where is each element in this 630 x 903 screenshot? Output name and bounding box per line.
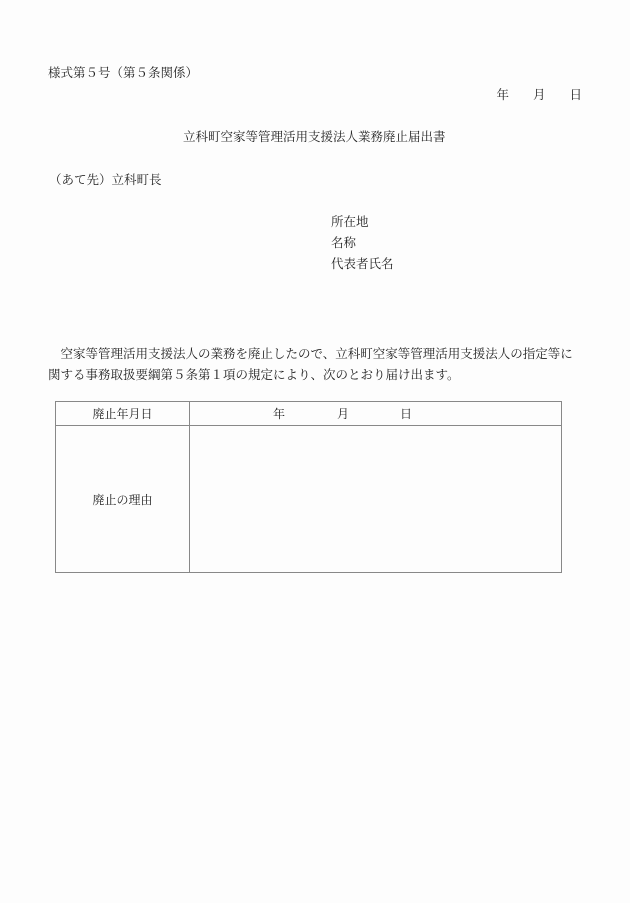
applicant-name-label: 名称 [331,235,357,250]
form-number: 様式第５号（第５条関係） [48,65,199,80]
date-day: 日 [569,87,582,102]
document-title: 立科町空家等管理活用支援法人業務廃止届出書 [183,129,446,144]
notice-table [55,401,562,573]
date-month: 月 [532,87,546,102]
abolition-day: 日 [400,407,413,421]
abolition-date-field[interactable] [190,402,562,426]
abolition-month: 月 [337,407,350,421]
abolition-date-label: 廃止年月日 [56,402,190,426]
applicant-representative-label: 代表者氏名 [331,256,394,271]
abolition-year: 年 [273,407,286,421]
date-year: 年 [496,87,509,102]
addressee: （あて先）立科町長 [49,172,162,187]
body-text [48,343,588,385]
body-line-1: 空家等管理活用支援法人の業務を廃止したので、立科町空家等管理活用支援法人の指定等に [48,346,573,361]
applicant-address-label: 所在地 [331,214,369,229]
abolition-reason-label: 廃止の理由 [56,426,190,573]
table-row-abolition-reason [56,426,562,573]
table-row-abolition-date [56,402,562,426]
body-line-2: 関する事務取扱要綱第５条第１項の規定により、次のとおり届け出ます。 [48,367,460,382]
abolition-reason-field[interactable] [190,426,562,573]
submission-date [496,89,582,102]
